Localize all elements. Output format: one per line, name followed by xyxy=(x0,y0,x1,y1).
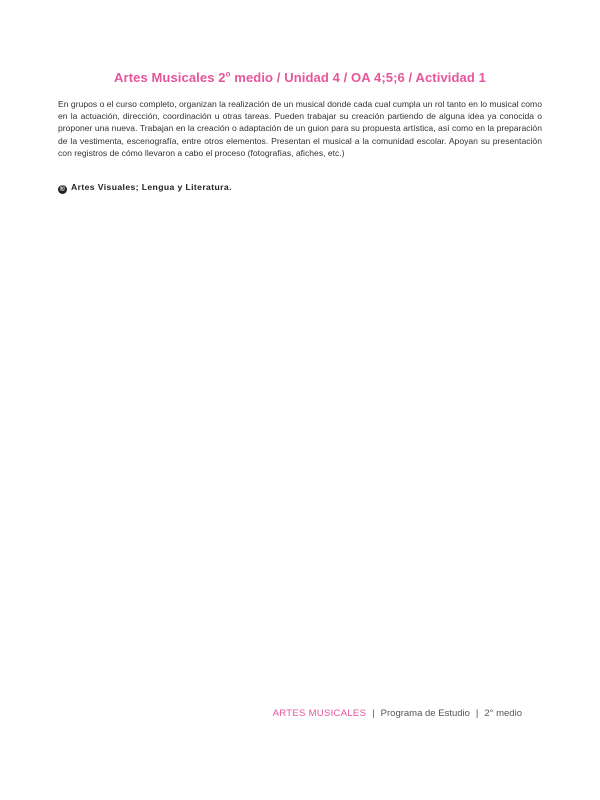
footer-subject: ARTES MUSICALES xyxy=(272,708,367,719)
footer-separator-1: | xyxy=(372,708,375,719)
page-footer xyxy=(273,708,522,719)
title-prefix: Artes Musicales 2 xyxy=(114,70,226,85)
registered-ref-icon: ® xyxy=(59,186,66,193)
footer-grade: 2° medio xyxy=(484,708,522,719)
footer-separator-2: | xyxy=(475,708,479,719)
title-superscript: o xyxy=(225,69,231,79)
related-subjects-text: Artes Visuales; Lengua y Literatura. xyxy=(71,182,232,192)
activity-description: En grupos o el curso completo, organizan la realización de un musical donde cada cual cumpla un rol tanto en lo musical como en la actuación, dirección, coordinación u otras tareas. Pueden trabajar su creación partiendo de alguna idea ya conocida o proponer una nueva. Trabajan en la creación o adaptación de un guion para su propuesta artística, así como en la preparación de la vestimenta, escenografía, entre otros elementos. Presentan el musical a la comunidad escolar. Apoyan su presentación con registros de cómo llevaron a cabo el proceso (fotografías, afiches, etc.) xyxy=(58,99,542,158)
related-subjects xyxy=(58,182,542,194)
title-suffix: medio / Unidad 4 / OA 4;5;6 / Actividad 1 xyxy=(230,70,486,85)
activity-title xyxy=(60,70,540,85)
footer-program: Programa de Estudio xyxy=(380,708,470,719)
